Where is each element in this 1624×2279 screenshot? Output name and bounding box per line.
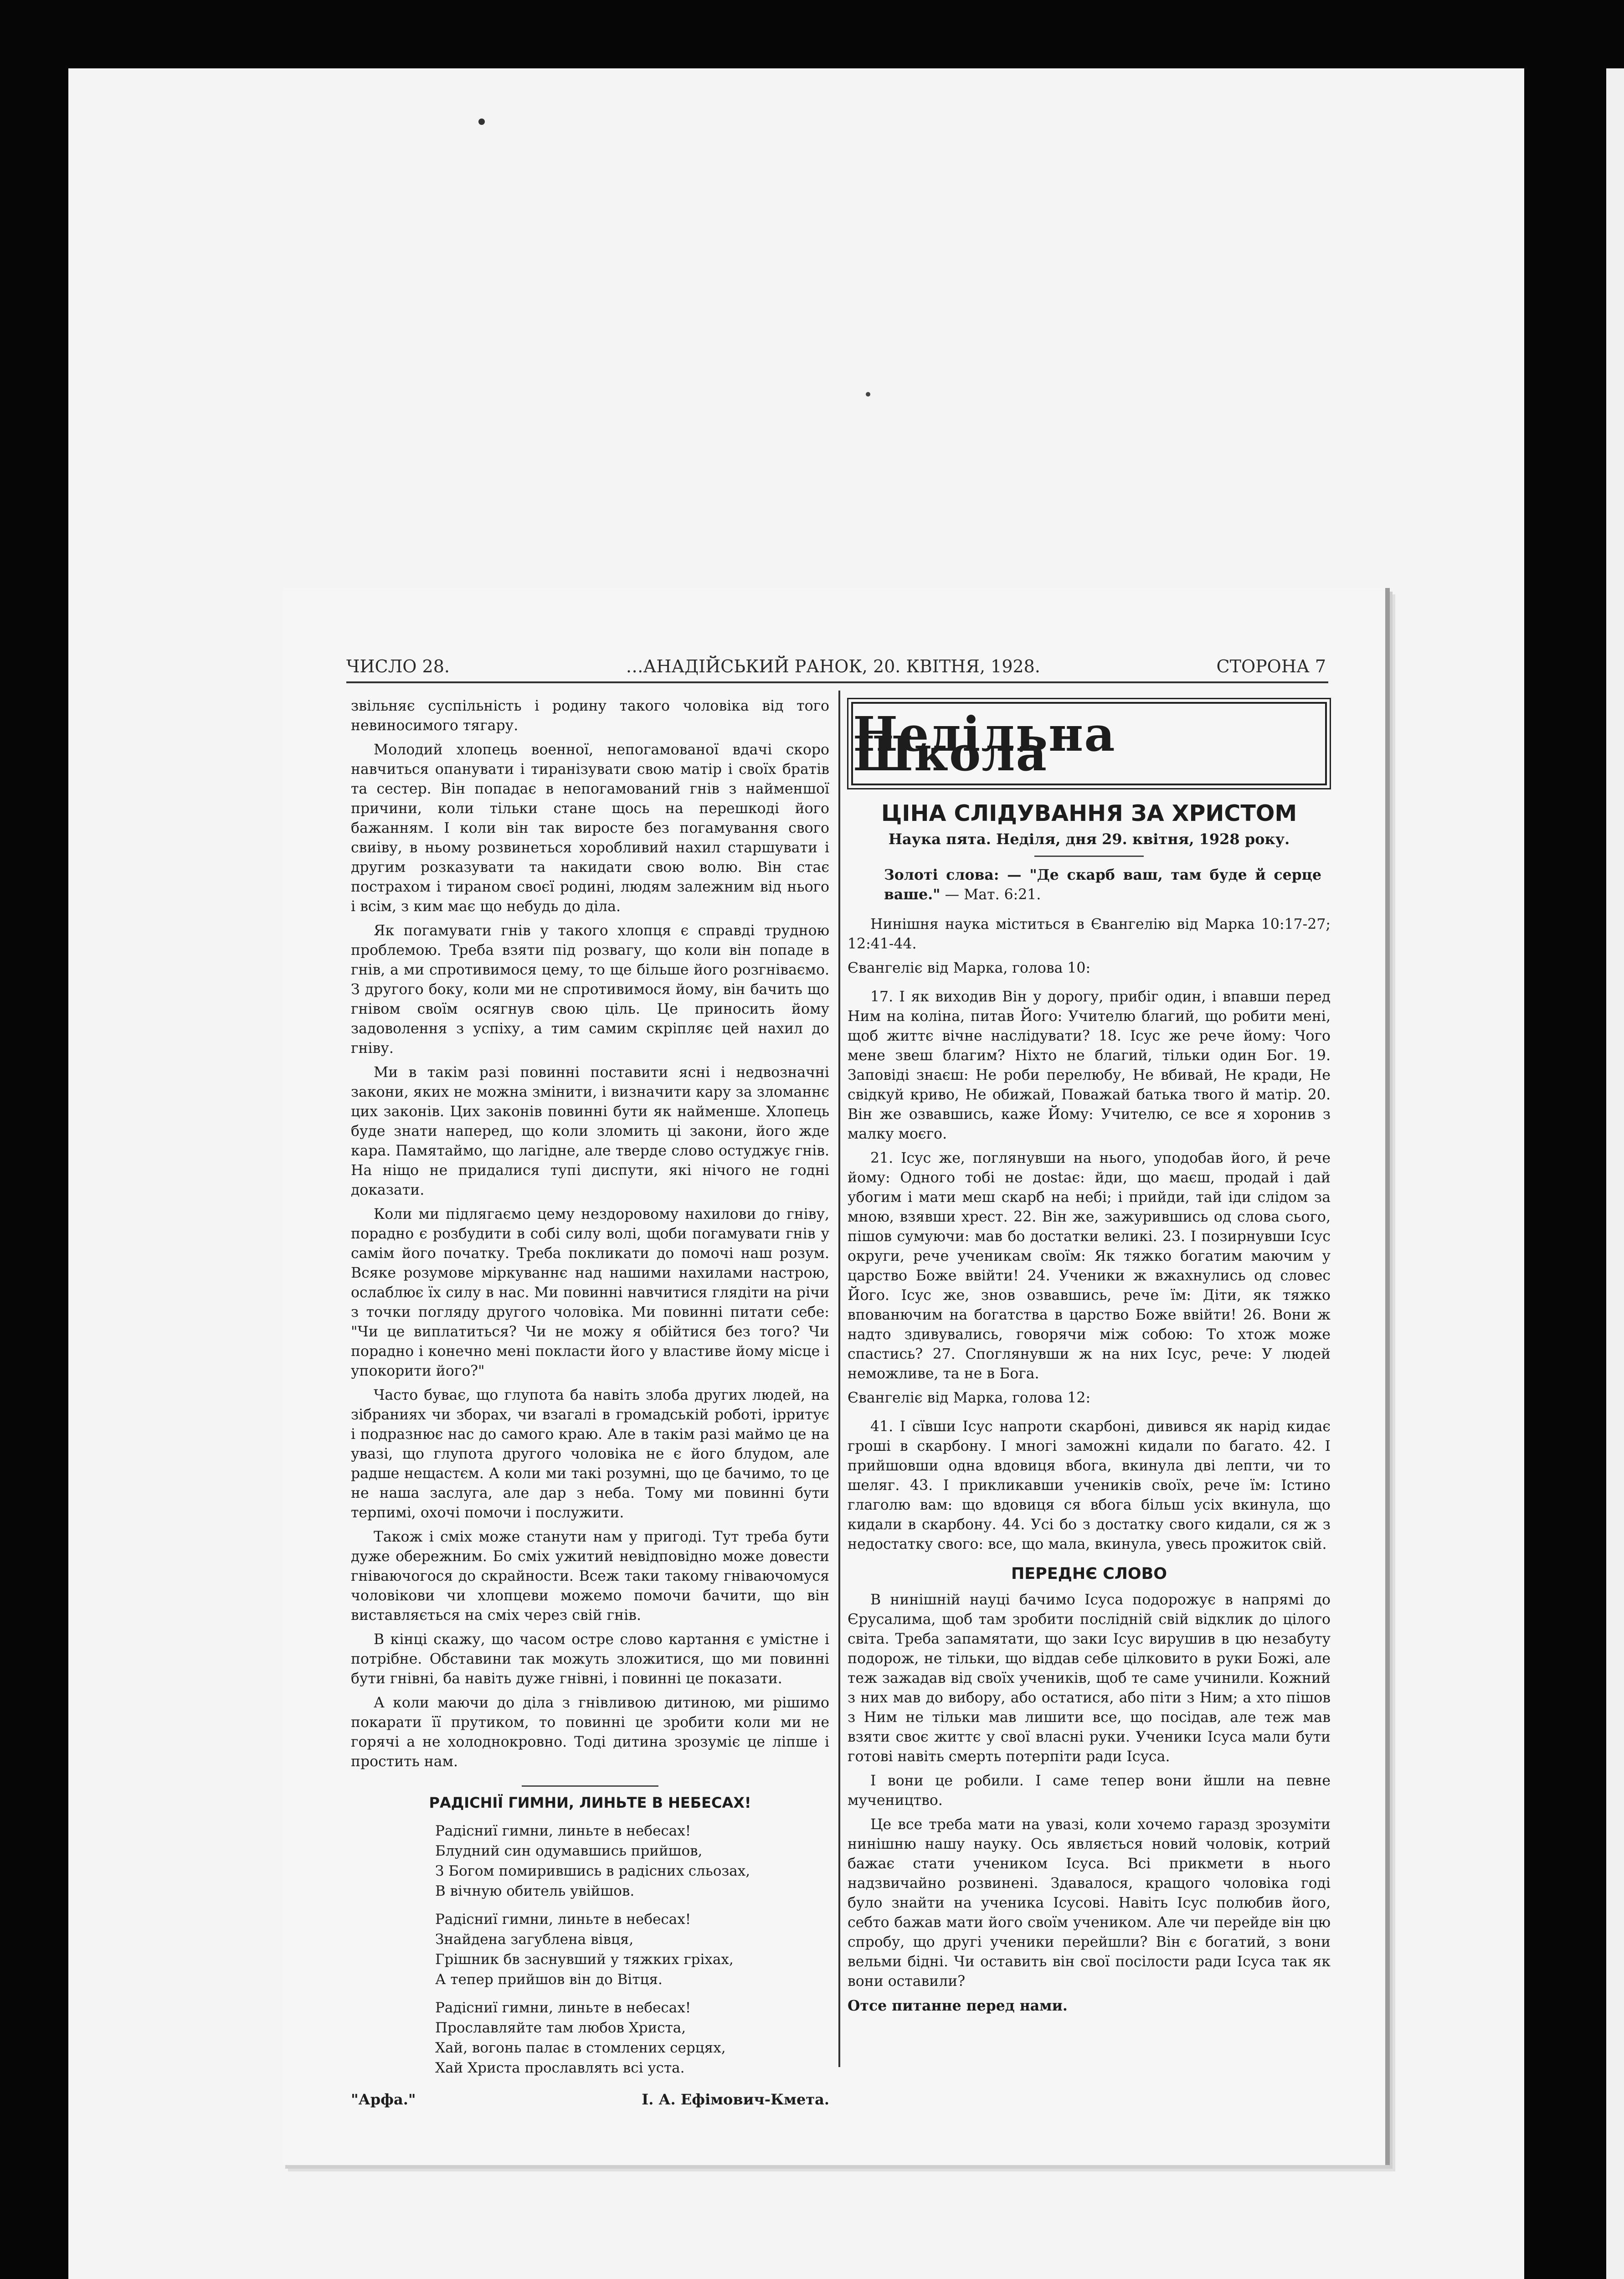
- gospel-heading: Євангеліє від Марка, голова 12:: [848, 1390, 1091, 1406]
- poem-line: Грішник бв заснувший у тяжких гріхах,: [435, 1951, 734, 1968]
- golden-words-text: Золоті слова: — "Де скарб ваш, там буде й серце ваше.": [884, 866, 1321, 903]
- article-paragraph: Коли ми підлягаємо цему нездоровому нахилови до гніву, порадно є розбудити в собі силу волі, щоби погамувати гнів у самім його початку. Треба покликати до помочі наш розум. Всяке розумове міркуваннє над нашими нахилами настрою, ослаблює їх силу в нас. Ми повинні навчитися глядіти на річи з точки погляду другого чоловіка. Ми повинні питати себе: "Чи це виплатиться? Чи не можу я обійтися без того? Чи порадно і конечно мені покласти його у властиве йому місце і упокорити його?": [351, 1206, 829, 1379]
- dust-speck: [478, 119, 485, 125]
- header-rule: [346, 681, 1328, 683]
- poem-line: Хай, вогонь палає в стомлених серцях,: [435, 2040, 726, 2056]
- poem-source: "Арфа.": [351, 2091, 416, 2108]
- article-paragraph: А коли маючи до діла з гнівливою дитиною, ми рішимо покарати її прутиком, то повинні це зробити коли ми не горячі а не холоднокровно. Тоді дитина зрозуміє це ліпше і простить нам.: [351, 1695, 829, 1770]
- column-rule: [838, 691, 840, 2067]
- article-paragraph: Часто буває, що глупота ба навіть злоба других людей, на зібраниях чи зборах, чи взагалі в громадській роботі, ірритує і подразнює нас до самого краю. Але в такім разі маймо це на увазі, що глупота другого чоловіка не є його блудом, але радше нещастєм. А коли ми такі розумні, що це бачимо, то це не наша заслуга, але дар з неба. Тому ми повинні бути терпимі, охочі помочи і послужити.: [351, 1387, 829, 1521]
- poem-line: З Богом помирившись в радісних сльозах,: [435, 1863, 750, 1879]
- right-column: [848, 696, 1331, 2020]
- meta-rule: [1034, 856, 1144, 857]
- dust-speck: [866, 392, 870, 397]
- paper-name-date: …АНАДІЙСЬКИЙ РАНОК, 20. КВІТНЯ, 1928.: [626, 656, 1040, 676]
- newspaper-page: [283, 588, 1390, 2165]
- poem-line: Хай Христа прославлять всі уста.: [435, 2060, 685, 2076]
- lesson-intro: Нинішня наука міститься в Євангелію від Марка 10:17-27; 12:41-44.: [848, 916, 1331, 952]
- article-paragraph: Також і сміх може станути нам у пригоді. Тут треба бути дуже обережним. Бо сміх ужитий невідповідно може довести гніваючогося до скрайности. Всеж таки такому гніваючомуся чоловікови чи хлопцеви можемо помочи бачити, що він виставляється на сміх через свій гнів.: [351, 1529, 829, 1624]
- golden-words: [884, 865, 1321, 905]
- article-paragraph: Молодий хлопець военної, непогамованої вдачі скоро навчиться опанувати і тиранізувати свою матір і своїх братів та сестер. Він попадає в непогамований гнів з найменшої причини, коли тільки стане щось на перешкоді його бажанням. І коли він так вирoсте без погамування свого свиіву, в ньому розвинеться хоробливий нахил старшувати і другим розказувати та накидати свою волю. Він стає пострахом і тираном своєї родині, людям залежним від нього і всім, з ким має що небудь до діла.: [351, 742, 829, 915]
- lesson-title: ЦІНА СЛІДУВАННЯ ЗА ХРИСТОМ: [881, 800, 1297, 826]
- poem-author: І. А. Ефімович-Кмета.: [642, 2091, 829, 2108]
- poem-line: В вічную обитель увійшов.: [435, 1883, 635, 1899]
- gospel-heading: Євангеліє від Марка, голова 10:: [848, 960, 1091, 976]
- article-paragraph: В кінці скажу, що часом остре слово картання є умістне і потрібне. Обставини так можуть зложитися, що ми повинні бути гнівні, ба навіть дуже гнівні, і повинні це показати.: [351, 1631, 829, 1687]
- preface-paragraph: І вони це робили. І саме тепер вони йшли на певне мучеництво.: [848, 1773, 1331, 1809]
- poem-title: РАДІСНІЇ ГИМНИ, ЛИНЬТЕ В НЕБЕСАХ!: [429, 1794, 751, 1811]
- poem-line: Радісниї гимни, линьте в небесах!: [435, 1823, 691, 1839]
- lesson-meta: Наука пята. Неділя, дня 29. квітня, 1928 року.: [888, 830, 1290, 848]
- preface-paragraph: Це все треба мати на увазі, коли хочемо гаразд зрозуміти нинішню нашу науку. Ось являється новий чоловік, котрий бажає стати учеником Ісуса. Всі прикмети в нього надзвичайно розвинені. Здавалося, кращого чоловіка годі було знайти на ученика Ісусові. Навіть Ісус полюбив його, себто бажав мати його своїм учеником. Але чи перейде він цю спробу, що другі ученики перейшли? Він є богатий, з вони вельми бідні. Чи оставить він свої посілости ради Ісуса так як вони оставили?: [848, 1816, 1331, 1990]
- left-column: [351, 696, 829, 2109]
- poem-line: Знайдена загублена вівця,: [435, 1931, 634, 1948]
- scripture-paragraph: 41. І сївши Ісус напроти скарбонi, дивився як нарід кидає гроші в скарбону. І многі заможні кидали по багато. 42. І прийшовши одна вдовиця вбога, вкинула дві лепти, чи то шеляг. 43. І прикликавши учеників своїх, рече їм: Істино глаголю вам: що вдовиця ся вбога більш усіх вкинула, що кидали в скарбону. 44. Усі бо з достатку свого кидали, ся ж з недостатку свого: все, що мала, вкинула, увесь прожиток свій.: [848, 1418, 1331, 1552]
- poem-stanza: [435, 1821, 829, 1901]
- article-paragraph: Ми в такім разі повинні поставити ясні і недвозначні закони, яких не можна змінити, і визначити кару за зломаннє цих законів. Цих законів повинні бути як найменше. Хлопець буде знати наперед, що коли зломить ці закони, його жде кара. Памятаймо, що лагідне, але тверде слово остуджує гнів. На ніщо не придалися тупі диспути, які нічого не годні доказати.: [351, 1064, 829, 1198]
- preface-title: ПЕРЕДНЄ СЛОВО: [1011, 1565, 1167, 1583]
- poem: [351, 1785, 829, 2109]
- poem-stanza: [435, 1998, 829, 2078]
- article-paragraph: звільняє суспільність і родину такого чоловіка від того невиносимого тягару.: [351, 698, 829, 734]
- article-paragraph: Як погамувати гнів у такого хлопця є справді трудною проблемою. Треба взяти під розвагу, що коли він попаде в гнів, а ми спротивимося цему, то ще більше його розгніваємо. З другого боку, коли ми не спротивимося йому, він бачить що гнівом своїм осягнув свою ціль. Це приносить йому задоволення з успіху, а тим самим скріпляє цей нахил до гніву.: [351, 923, 829, 1057]
- preface-paragraph: В нинішній науці бачимо Ісуса подорожує в напрямі до Єрусалима, щоб там зробити послідній свій відклик до цілого світа. Треба запамятати, що заки Ісус вирушив в цю незабуту подорож, не тільки, що віддав себе цілковито в руки Божі, але теж зажадав від своїх учеників, щоб те саме учинили. Кожний з них мав до вибору, або остатися, або піти з Ним; а хто пішов з Ним не тільки мав лишити все, що посідав, але теж мав взяти своє життє у свої власні руки. Ученики Ісуса мали бути готові навіть смерть потерпіти ради Ісуса.: [848, 1592, 1331, 1765]
- poem-line: Радісниї гимни, линьте в небесах!: [435, 1911, 691, 1928]
- scripture-paragraph: 21. Ісус же, поглянувши на нього, уподобав його, й рече йому: Одного тобі не дostaє: йди, що маєш, продай і дай убогим і мати меш скарб на небі; і прийди, тай іди слідом за мною, взявши хрест. 22. Він же, зажурившись од слова сього, пішов сумуючи: мав бо достатки великі. 23. І позирнувши Ісус округи, рече ученикам своїм: Як тяжко богатим маючим у царство Боже ввійти! 24. Ученики ж вжахнулись од словес Його. Ісус же, знов озвавшись, рече їм: Діти, як тяжко впованючим на богатства в царство Боже ввійти! 26. Вони ж надто здивувались, говорячи між собою: То хтож може спастись? 27. Споглянувши ж на них Ісус, рече: У людей неможливе, та не в Бога.: [848, 1150, 1331, 1382]
- poem-stanza: [435, 1909, 829, 1990]
- golden-words-ref: — Мат. 6:21.: [940, 887, 1041, 903]
- adjacent-frame-edge: [1606, 68, 1624, 2279]
- poem-line: Радісниї гимни, линьте в небесах!: [435, 2000, 691, 2016]
- closing-line: Отсе питанне перед нами.: [848, 1997, 1068, 2014]
- page-header: [346, 656, 1326, 679]
- poem-line: А тепер прийшов він до Вітця.: [435, 1971, 663, 1988]
- poem-line: Прославляйте там любов Христа,: [435, 2020, 686, 2036]
- masthead-title: Недільна Школа: [853, 706, 1116, 782]
- scripture-paragraph: 17. І як виходив Він у дорогу, прибіг один, і впавши перед Ним на коліна, питав Його: Учителю благий, що робити мені, щоб життє вічне наслідувати? 18. Ісус же рече йому: Чого мене звеш благим? Ніхто не благий, тільки один Бог. 19. Заповіді знаєш: Не роби перелюбу, Не вбивай, Не кради, Не свідкуй криво, Не обижай, Поважай батька твого й матір. 20. Він же озвавшись, каже Йому: Учителю, се все я хоронив з малку моєго.: [848, 989, 1331, 1142]
- poem-rule: [522, 1785, 658, 1787]
- poem-line: Блудний син одумавшись прийшов,: [435, 1843, 703, 1859]
- sunday-school-masthead: [851, 702, 1327, 785]
- issue-number: ЧИСЛО 28.: [346, 656, 450, 676]
- poem-signature: [351, 2090, 829, 2109]
- page-number: СТОРОНА 7: [1216, 656, 1326, 676]
